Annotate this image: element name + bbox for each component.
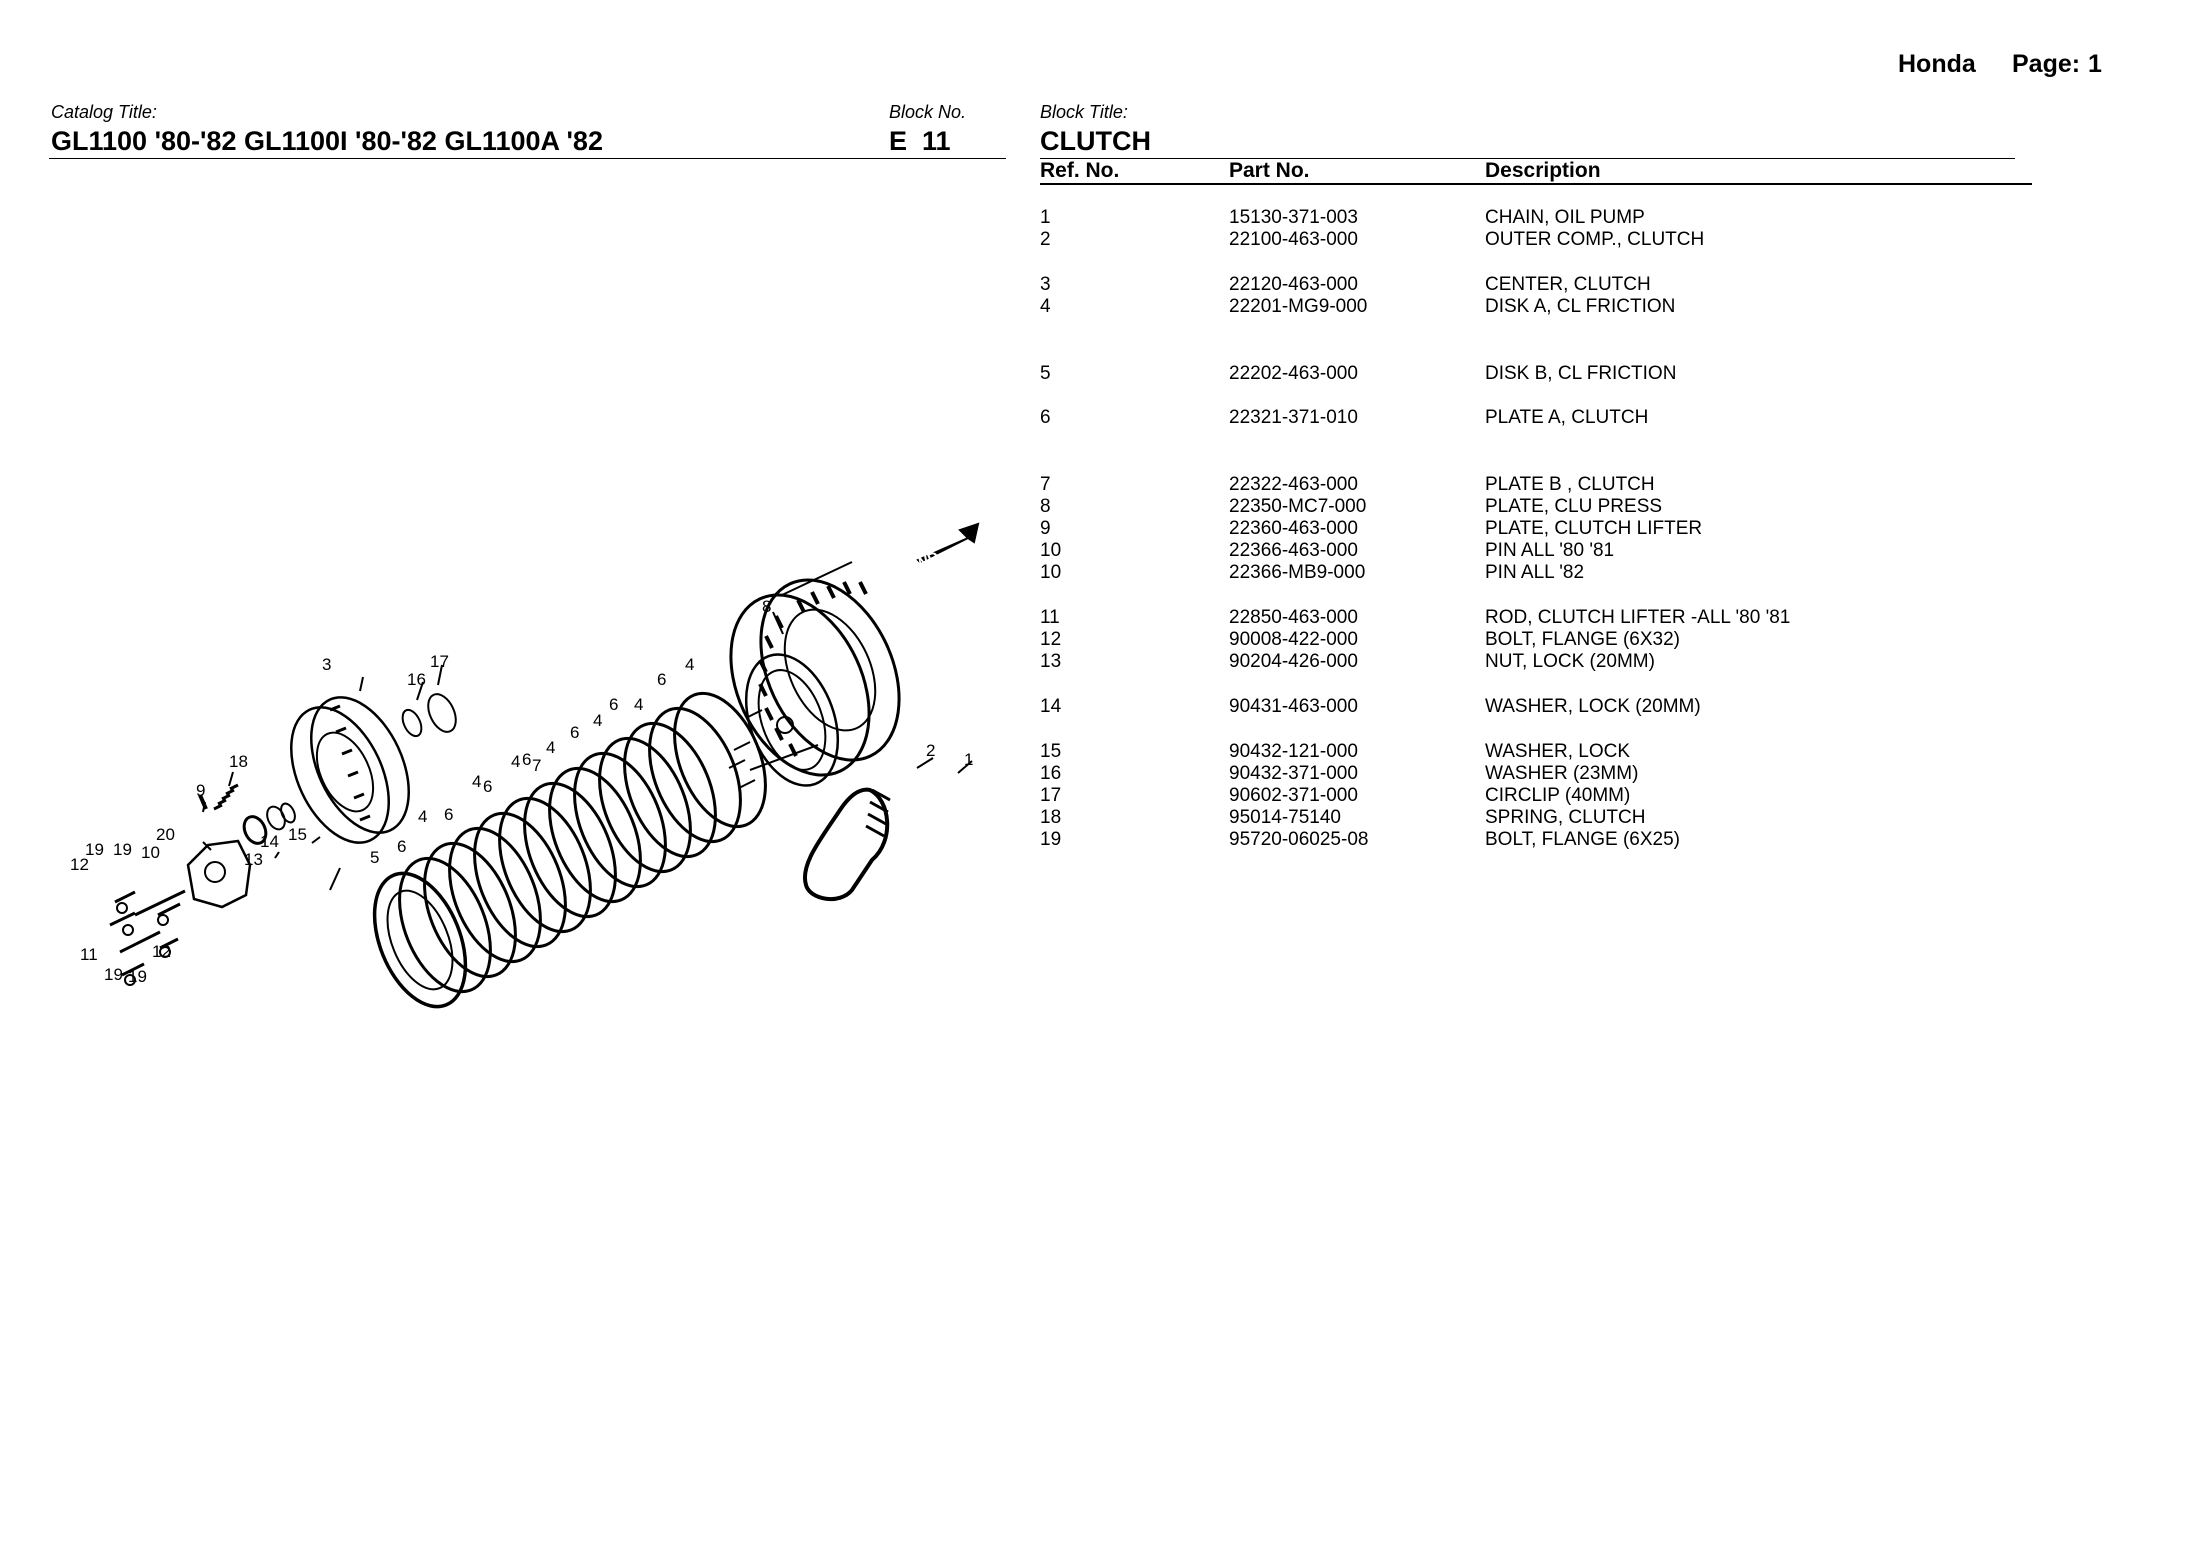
pressure-plate-drawing bbox=[729, 642, 855, 799]
catalog-title: GL1100 '80-'82 GL1100I '80-'82 GL1100A '82 bbox=[51, 126, 603, 156]
callout-6: 6 bbox=[657, 670, 667, 689]
row-description: PLATE, CLU PRESS bbox=[1485, 496, 1663, 517]
callout-4: 4 bbox=[511, 752, 521, 771]
row-part-no: 22321-371-010 bbox=[1229, 407, 1358, 428]
row-ref: 10 bbox=[1040, 562, 1062, 583]
callout-6: 6 bbox=[483, 777, 493, 796]
callout-10: 10 bbox=[141, 843, 160, 862]
callout-9: 9 bbox=[196, 781, 206, 800]
callout-5: 5 bbox=[370, 848, 380, 867]
row-description: PLATE, CLUTCH LIFTER bbox=[1485, 518, 1703, 539]
row-description: CHAIN, OIL PUMP bbox=[1485, 207, 1645, 228]
row-description: DISK A, CL FRICTION bbox=[1485, 296, 1676, 317]
row-ref: 17 bbox=[1040, 785, 1062, 806]
callout-4: 4 bbox=[418, 807, 428, 826]
row-description: DISK B, CL FRICTION bbox=[1485, 363, 1677, 384]
row-description: WASHER (23MM) bbox=[1485, 763, 1639, 784]
row-description: WASHER, LOCK (20MM) bbox=[1485, 696, 1701, 717]
row-ref: 13 bbox=[1040, 651, 1062, 672]
row-part-no: 22360-463-000 bbox=[1229, 518, 1358, 539]
callout-4: 4 bbox=[546, 738, 556, 757]
row-ref: 8 bbox=[1040, 496, 1051, 517]
row-description: PLATE A, CLUTCH bbox=[1485, 407, 1649, 428]
row-part-no: 22322-463-000 bbox=[1229, 474, 1358, 495]
row-part-no: 90008-422-000 bbox=[1229, 629, 1358, 650]
row-description: PIN ALL '80 '81 bbox=[1485, 540, 1615, 561]
row-part-no: 22201-MG9-000 bbox=[1229, 296, 1368, 317]
row-part-no: 95014-75140 bbox=[1229, 807, 1341, 828]
callout-8: 8 bbox=[762, 597, 772, 616]
callout-4: 4 bbox=[634, 695, 644, 714]
catalog-title-label: Catalog Title: bbox=[51, 102, 157, 122]
row-ref: 7 bbox=[1040, 474, 1051, 495]
block-no-label: Block No. bbox=[889, 102, 967, 122]
callout-19: 19 bbox=[85, 840, 104, 859]
row-ref: 14 bbox=[1040, 696, 1062, 717]
row-ref: 18 bbox=[1040, 807, 1062, 828]
callout-20: 20 bbox=[156, 825, 175, 844]
row-ref: 2 bbox=[1040, 229, 1051, 250]
row-description: WASHER, LOCK bbox=[1485, 741, 1630, 762]
row-part-no: 22350-MC7-000 bbox=[1229, 496, 1367, 517]
clutch-exploded-diagram bbox=[40, 520, 980, 1020]
row-part-no: 22366-463-000 bbox=[1229, 540, 1358, 561]
brand-name: Honda bbox=[1898, 50, 1976, 78]
row-part-no: 90204-426-000 bbox=[1229, 651, 1358, 672]
callout-6: 6 bbox=[522, 750, 532, 769]
callout-6: 6 bbox=[570, 723, 580, 742]
row-description: PLATE B , CLUTCH bbox=[1485, 474, 1655, 495]
fwd-label: FWD bbox=[903, 548, 942, 578]
callout-12: 12 bbox=[152, 942, 171, 961]
catalog-rule bbox=[49, 158, 1006, 159]
block-title: CLUTCH bbox=[1040, 126, 1151, 156]
callout-19: 19 bbox=[113, 840, 132, 859]
row-description: SPRING, CLUTCH bbox=[1485, 807, 1646, 828]
row-ref: 5 bbox=[1040, 363, 1051, 384]
row-description: NUT, LOCK (20MM) bbox=[1485, 651, 1655, 672]
callout-19: 19 bbox=[128, 967, 147, 986]
washer-drawing bbox=[399, 707, 425, 739]
block-no: E 11 bbox=[889, 126, 951, 156]
row-part-no: 90432-371-000 bbox=[1229, 763, 1358, 784]
callout-14: 14 bbox=[260, 832, 279, 851]
callout-18: 18 bbox=[229, 752, 248, 771]
row-part-no: 22100-463-000 bbox=[1229, 229, 1358, 250]
row-description: OUTER COMP., CLUTCH bbox=[1485, 229, 1705, 250]
row-ref: 10 bbox=[1040, 540, 1062, 561]
row-ref: 12 bbox=[1040, 629, 1062, 650]
page-label: Page: bbox=[2012, 50, 2081, 78]
circlip-drawing bbox=[423, 690, 462, 736]
row-part-no: 22202-463-000 bbox=[1229, 363, 1358, 384]
callout-17: 17 bbox=[430, 652, 449, 671]
row-ref: 15 bbox=[1040, 741, 1062, 762]
row-part-no: 95720-06025-08 bbox=[1229, 829, 1369, 850]
row-part-no: 22366-MB9-000 bbox=[1229, 562, 1366, 583]
col-header-part: Part No. bbox=[1229, 159, 1310, 182]
block-title-label: Block Title: bbox=[1040, 102, 1128, 122]
callout-15: 15 bbox=[288, 825, 307, 844]
callout-4: 4 bbox=[472, 772, 482, 791]
callout-1: 1 bbox=[964, 750, 974, 769]
callout-4: 4 bbox=[593, 711, 603, 730]
callout-4: 4 bbox=[685, 655, 695, 674]
row-ref: 3 bbox=[1040, 274, 1051, 295]
row-part-no: 90602-371-000 bbox=[1229, 785, 1358, 806]
callout-6: 6 bbox=[444, 805, 454, 824]
row-description: CENTER, CLUTCH bbox=[1485, 274, 1651, 295]
page-number: 1 bbox=[2088, 50, 2102, 78]
row-ref: 9 bbox=[1040, 518, 1051, 539]
col-header-desc: Description bbox=[1485, 159, 1601, 182]
row-description: BOLT, FLANGE (6X25) bbox=[1485, 829, 1680, 850]
callout-7: 7 bbox=[532, 756, 542, 775]
row-part-no: 90431-463-000 bbox=[1229, 696, 1358, 717]
col-header-ref: Ref. No. bbox=[1040, 159, 1120, 182]
table-header-rule bbox=[1040, 183, 2032, 185]
row-part-no: 15130-371-003 bbox=[1229, 207, 1358, 228]
callout-16: 16 bbox=[407, 670, 426, 689]
row-part-no: 22850-463-000 bbox=[1229, 607, 1358, 628]
callout-11: 11 bbox=[80, 945, 98, 964]
callout-3: 3 bbox=[322, 655, 332, 674]
lifter-assembly-drawing bbox=[110, 785, 298, 985]
row-part-no: 90432-121-000 bbox=[1229, 741, 1358, 762]
row-ref: 4 bbox=[1040, 296, 1051, 317]
row-description: ROD, CLUTCH LIFTER -ALL '80 '81 bbox=[1485, 607, 1791, 628]
row-part-no: 22120-463-000 bbox=[1229, 274, 1358, 295]
oil-pump-chain-drawing bbox=[805, 790, 890, 899]
callout-6: 6 bbox=[397, 837, 407, 856]
callout-13: 13 bbox=[244, 850, 263, 869]
row-ref: 6 bbox=[1040, 407, 1051, 428]
callout-6: 6 bbox=[609, 695, 619, 714]
callout-19: 19 bbox=[104, 965, 123, 984]
row-description: CIRCLIP (40MM) bbox=[1485, 785, 1631, 806]
row-ref: 11 bbox=[1040, 607, 1060, 628]
row-description: BOLT, FLANGE (6X32) bbox=[1485, 629, 1680, 650]
row-ref: 16 bbox=[1040, 763, 1062, 784]
callout-2: 2 bbox=[926, 741, 936, 760]
row-ref: 1 bbox=[1040, 207, 1051, 228]
row-ref: 19 bbox=[1040, 829, 1062, 850]
row-description: PIN ALL '82 bbox=[1485, 562, 1585, 583]
callout-12: 12 bbox=[70, 855, 89, 874]
